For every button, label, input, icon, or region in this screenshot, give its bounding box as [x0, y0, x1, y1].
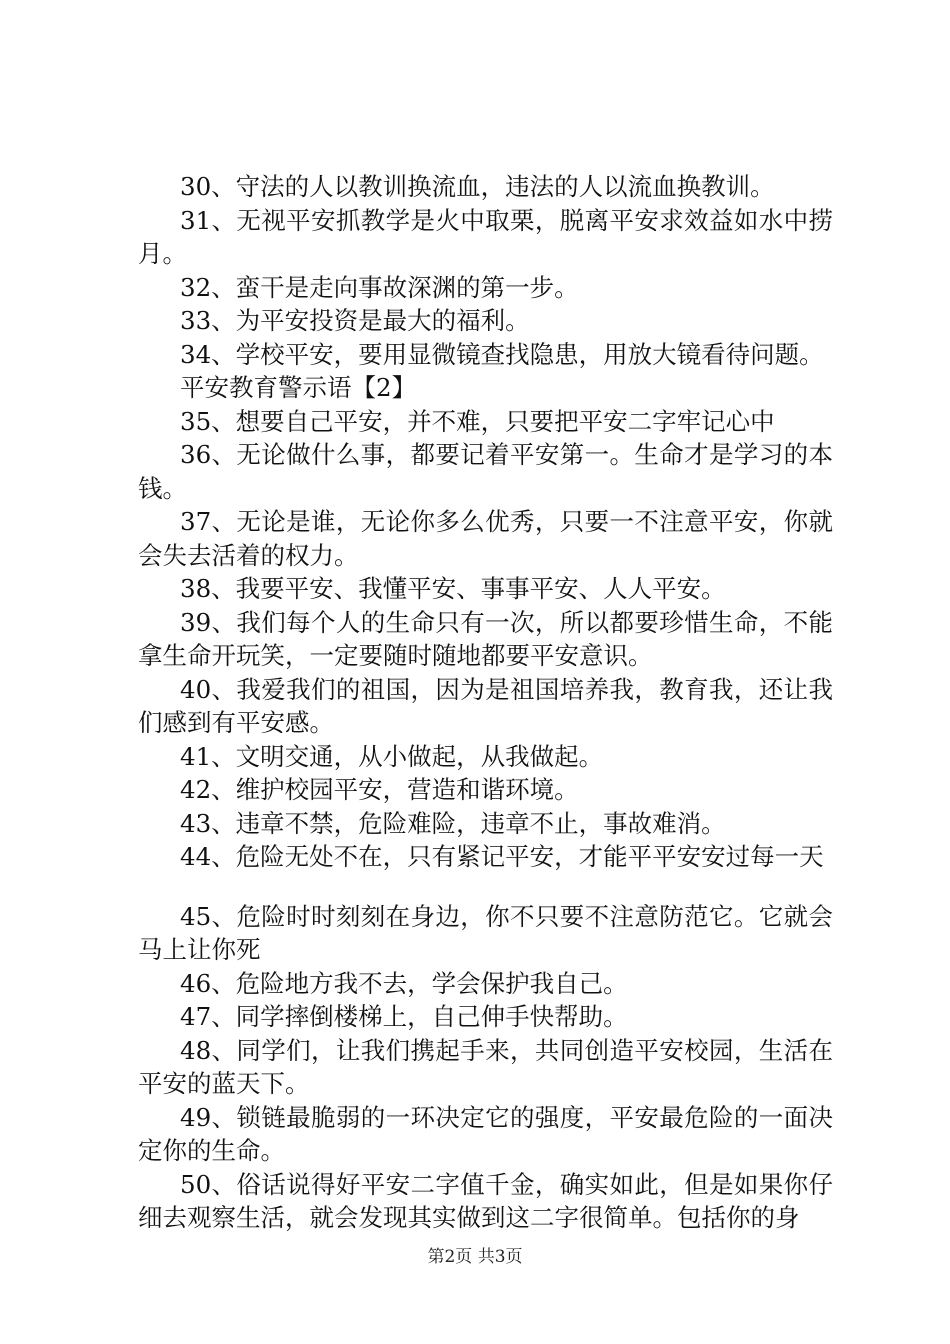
paragraph-49: 49、锁链最脆弱的一环决定它的强度，平安最危险的一面决定你的生命。 — [138, 1102, 833, 1165]
paragraph-32: 32、蛮干是走向事故深渊的第一步。 — [180, 272, 579, 302]
paragraph-45: 45、危险时时刻刻在身边，你不只要不注意防范它。它就会马上让你死 — [138, 901, 833, 964]
paragraph-46: 46、危险地方我不去，学会保护我自己。 — [180, 968, 628, 998]
document-body — [138, 170, 833, 1235]
page-footer: 第2页 共3页 — [427, 1247, 523, 1267]
paragraph-35: 35、想要自己平安，并不难，只要把平安二字牢记心中 — [180, 406, 775, 436]
paragraph-31: 31、无视平安抓教学是火中取栗，脱离平安求效益如水中捞月。 — [138, 205, 833, 268]
paragraph-50: 50、俗话说得好平安二字值千金，确实如此，但是如果你仔细去观察生活，就会发现其实做到这二字很简单。包括你的身 — [138, 1169, 833, 1232]
paragraph-30: 30、守法的人以教训换流血，违法的人以流血换教训。 — [180, 172, 775, 201]
paragraph-36: 36、无论做什么事，都要记着平安第一。生命才是学习的本钱。 — [138, 440, 833, 503]
paragraph-37: 37、无论是谁，无论你多么优秀，只要一不注意平安，你就会失去活着的权力。 — [138, 507, 833, 570]
paragraph-34: 34、学校平安，要用显微镜查找隐患，用放大镜看待问题。 — [180, 339, 824, 369]
paragraph-42: 42、维护校园平安，营造和谐环境。 — [180, 775, 579, 804]
blank-line — [138, 874, 833, 900]
paragraph-48: 48、同学们，让我们携起手来，共同创造平安校园，生活在平安的蓝天下。 — [138, 1035, 833, 1098]
paragraph-38: 38、我要平安、我懂平安、事事平安、人人平安。 — [180, 574, 726, 603]
paragraph-41: 41、文明交通，从小做起，从我做起。 — [180, 741, 604, 771]
paragraph-33: 33、为平安投资是最大的福利。 — [180, 306, 530, 335]
paragraph-39: 39、我们每个人的生命只有一次，所以都要珍惜生命，不能拿生命开玩笑，一定要随时随地都要平安意识。 — [138, 607, 833, 670]
paragraph-44: 44、危险无处不在，只有紧记平安，才能平平安安过每一天 — [180, 842, 824, 871]
paragraph-47: 47、同学摔倒楼梯上，自己伸手快帮助。 — [180, 1002, 628, 1031]
section-heading: 平安教育警示语【2】 — [180, 373, 417, 402]
paragraph-43: 43、违章不禁，危险难险，违章不止，事故难消。 — [180, 808, 726, 838]
paragraph-40: 40、我爱我们的祖国，因为是祖国培养我，教育我，还让我们感到有平安感。 — [138, 674, 833, 737]
